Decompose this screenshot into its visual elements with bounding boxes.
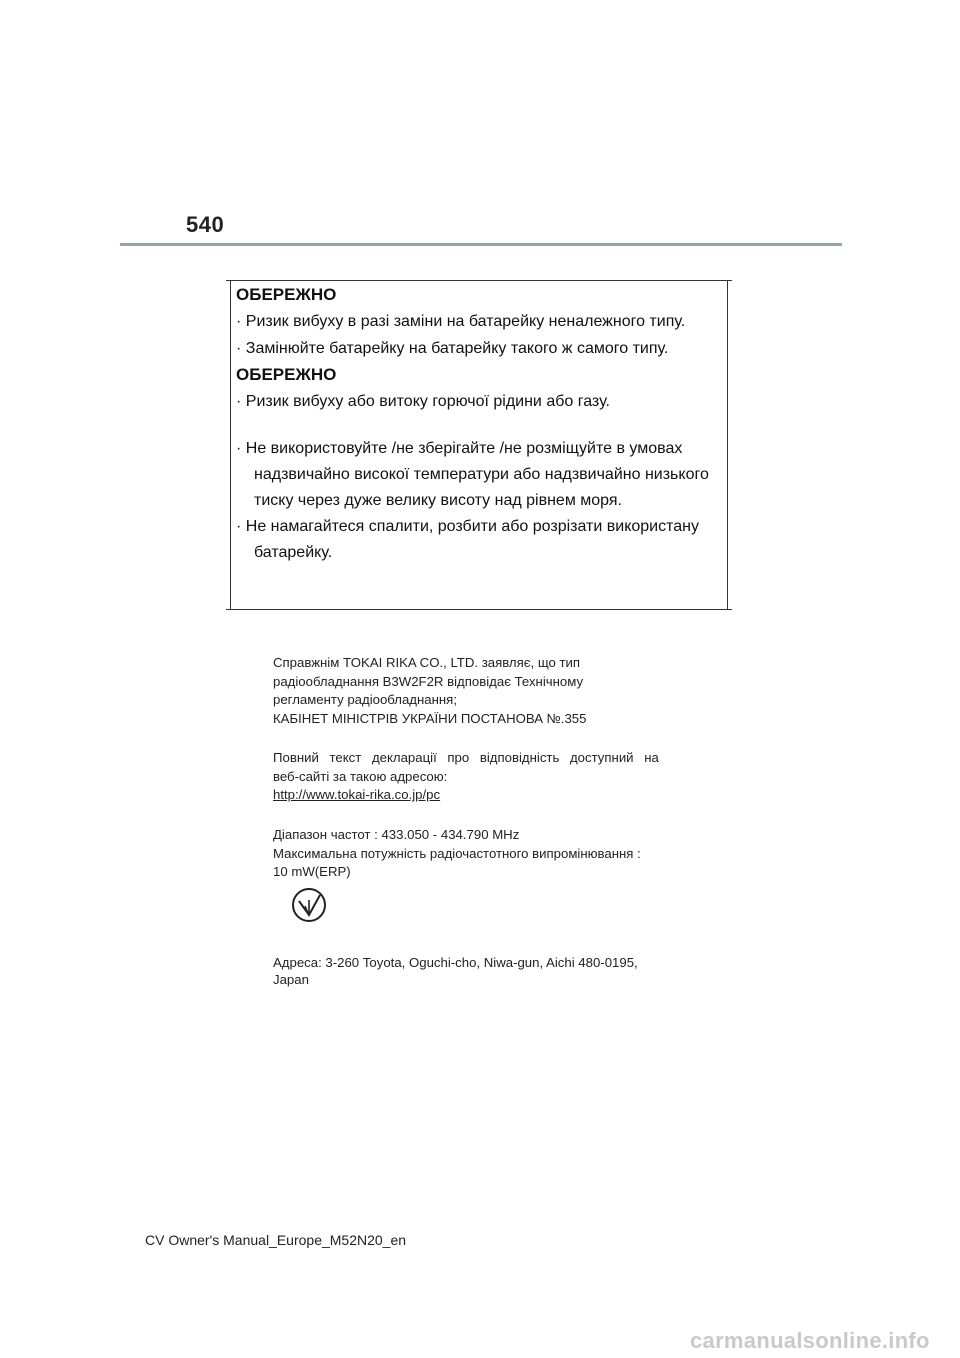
declaration-link[interactable]: http://www.tokai-rika.co.jp/pc xyxy=(273,787,441,802)
frequency-line: Діапазон частот : 433.050 - 434.790 MHz xyxy=(273,827,520,842)
declaration-website-paragraph xyxy=(273,749,673,805)
declaration-line: веб-сайті за такою адресою: xyxy=(273,768,448,784)
declaration-line: КАБІНЕТ МІНІСТРІВ УКРАЇНИ ПОСТАНОВА №.355 xyxy=(273,710,587,726)
caution-item-continued: батарейку. xyxy=(254,544,333,561)
caution-heading: ОБЕРЕЖНО xyxy=(236,365,337,384)
caution-item-continued: надзвичайно високої температури або надзвичайно низького xyxy=(254,466,709,483)
address-line: Japan xyxy=(273,971,309,987)
declaration-paragraph xyxy=(273,654,673,728)
header-rule xyxy=(120,243,842,246)
address-paragraph xyxy=(273,954,673,986)
caution-heading: ОБЕРЕЖНО xyxy=(236,285,337,304)
caution-box-bottom-rule xyxy=(226,609,732,610)
frequency-paragraph xyxy=(273,826,673,882)
ukraine-conformity-mark-icon xyxy=(290,886,328,924)
caution-item: · Не використовуйте /не зберігайте /не розміщуйте в умовах xyxy=(236,440,683,457)
footer-manual-id: CV Owner's Manual_Europe_M52N20_en xyxy=(145,1232,407,1248)
power-line: Максимальна потужність радіочастотного випромінювання : xyxy=(273,845,641,861)
caution-item: · Замінюйте батарейку на батарейку такого ж самого типу. xyxy=(236,340,669,357)
caution-item: · Не намагайтеся спалити, розбити або розрізати використану xyxy=(236,518,699,535)
caution-item: · Ризик вибуху або витоку горючої рідини або газу. xyxy=(236,393,610,410)
address-line: Адреса: 3-260 Toyota, Oguchi-cho, Niwa-gun, Aichi 480-0195, xyxy=(273,955,638,970)
watermark: carmanualsonline.info xyxy=(690,1328,930,1353)
declaration-line: Повний текст декларації про відповідність доступний на xyxy=(273,750,659,765)
power-value: 10 mW(ERP) xyxy=(273,864,351,879)
declaration-line: Справжнім TOKAI RIKA CO., LTD. заявляє, що тип xyxy=(273,655,581,670)
caution-content xyxy=(236,284,722,564)
caution-item: · Ризик вибуху в разі заміни на батарейку неналежного типу. xyxy=(236,313,686,330)
page-number: 540 xyxy=(186,212,225,237)
caution-item-continued: тиску через дуже велику висоту над рівнем моря. xyxy=(254,492,622,509)
declaration-line: регламенту радіообладнання; xyxy=(273,692,457,707)
declaration-line: радіообладнання B3W2F2R відповідає Технічному xyxy=(273,673,584,689)
